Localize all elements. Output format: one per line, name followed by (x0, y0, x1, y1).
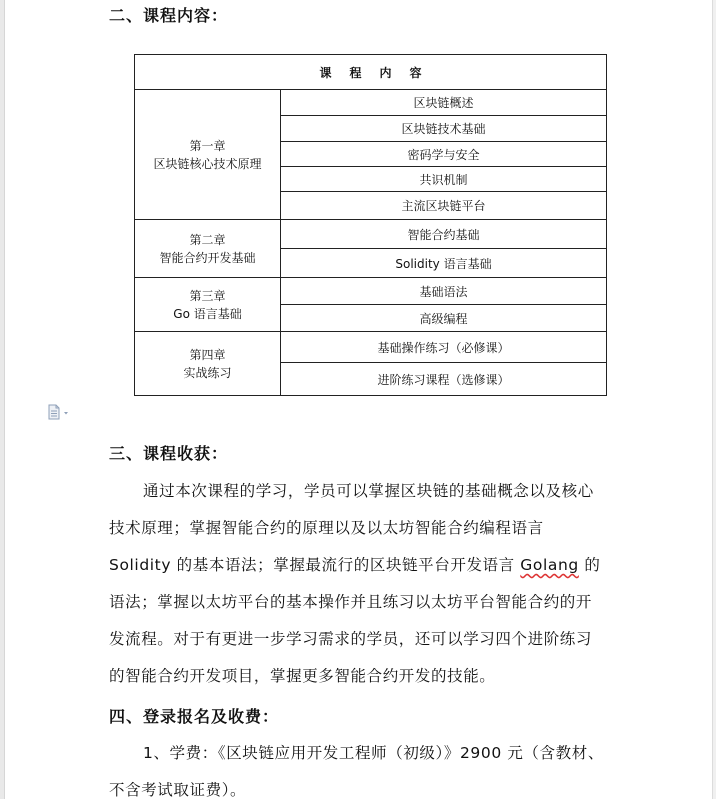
topic-cell: 基础操作练习（必修课） (281, 332, 607, 363)
paragraph-text: 的 (578, 556, 601, 574)
chapter-cell (135, 90, 281, 220)
topic-cell: 区块链技术基础 (281, 116, 607, 142)
chapter-cell (135, 278, 281, 332)
paragraph-line: 通过本次课程的学习，学员可以掌握区块链的基础概念以及核心 (143, 482, 594, 500)
chapter-name: 第三章 (189, 288, 226, 303)
chapter-subtitle: Go 语言基础 (173, 306, 242, 321)
chapter-name: 第一章 (189, 138, 226, 153)
topic-cell: 进阶练习课程（选修课） (281, 363, 607, 396)
chapter-cell (135, 220, 281, 278)
chapter-cell (135, 332, 281, 396)
chapter-name: 第二章 (189, 232, 226, 247)
paragraph-line (109, 547, 609, 584)
section4-heading: 四、登录报名及收费： (109, 707, 280, 726)
chapter-name: 第四章 (189, 347, 226, 362)
topic-cell: 基础语法 (281, 278, 607, 305)
topic-cell: 高级编程 (281, 305, 607, 332)
topic-cell: Solidity 语言基础 (281, 249, 607, 278)
paragraph-line: 语法；掌握以太坊平台的基本操作并且练习以太坊平台智能合约的开 (109, 593, 593, 611)
course-outcome-paragraph (109, 473, 609, 695)
paragraph-line: 技术原理；掌握智能合约的原理以及以太坊智能合约编程语言 (109, 519, 544, 537)
table-header: 课程内容 (135, 55, 607, 90)
chapter-subtitle: 智能合约开发基础 (159, 250, 256, 265)
fee-line: 不含考试取证费）。 (109, 781, 247, 799)
chapter-subtitle: 实战练习 (183, 365, 232, 380)
page-right-edge (712, 0, 716, 799)
paragraph-text: Solidity 的基本语法；掌握最流行的区块链平台开发语言 (109, 556, 521, 574)
topic-cell: 密码学与安全 (281, 142, 607, 167)
paragraph-line: 发流程。对于有更进一步学习需求的学员，还可以学习四个进阶练习 (109, 630, 593, 648)
section2-heading: 二、课程内容： (109, 6, 229, 25)
section3-heading: 三、课程收获： (109, 444, 229, 463)
topic-cell: 智能合约基础 (281, 220, 607, 249)
course-content-table (134, 54, 607, 396)
topic-cell: 主流区块链平台 (281, 192, 607, 220)
fee-paragraph (109, 735, 609, 809)
chapter-subtitle: 区块链核心技术原理 (153, 156, 262, 171)
spellcheck-word: Golang (520, 556, 579, 574)
paste-options-icon[interactable] (47, 404, 73, 420)
topic-cell: 共识机制 (281, 167, 607, 192)
paragraph-line: 的智能合约开发项目，掌握更多智能合约开发的技能。 (109, 667, 496, 685)
page-left-edge (0, 0, 5, 799)
topic-cell: 区块链概述 (281, 90, 607, 116)
fee-line: 1、学费：《区块链应用开发工程师（初级）》2900 元（含教材、 (143, 744, 604, 762)
